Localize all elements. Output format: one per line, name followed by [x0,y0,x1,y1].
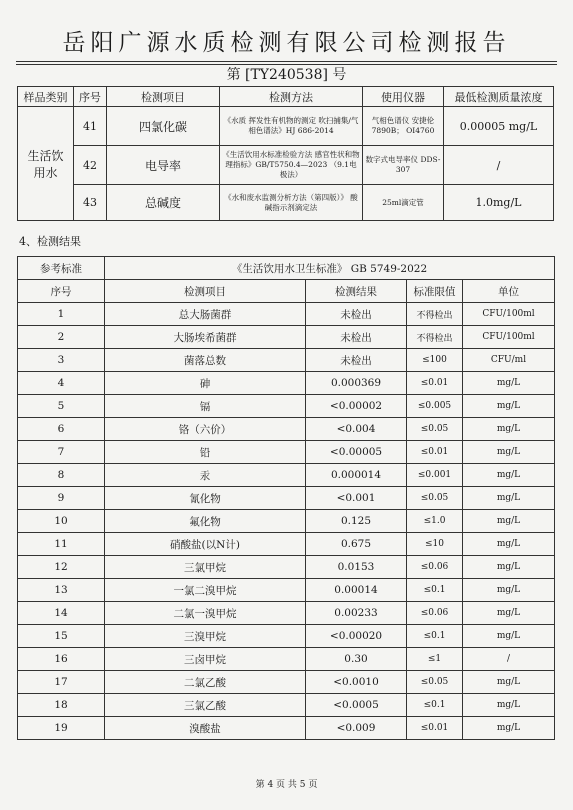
row-limit: ≤10 [407,533,463,556]
row-limit: 不得检出 [407,326,463,349]
row-unit: mg/L [463,372,555,395]
row-no: 4 [18,372,105,395]
table-row [18,326,555,349]
row-instrument: 25ml滴定管 [363,185,444,221]
row-item: 二氯乙酸 [105,671,306,694]
reference-standard: 《生活饮用水卫生标准》 GB 5749-2022 [105,257,555,280]
header-instrument: 使用仪器 [363,87,444,107]
row-min-conc: 1.0mg/L [444,185,554,221]
header-item: 检测项目 [105,280,306,303]
row-limit: ≤0.05 [407,671,463,694]
row-no: 12 [18,556,105,579]
row-unit: mg/L [463,464,555,487]
row-item: 三卤甲烷 [105,648,306,671]
row-no: 42 [74,146,107,185]
row-no: 1 [18,303,105,326]
row-item: 三溴甲烷 [105,625,306,648]
row-no: 9 [18,487,105,510]
table-row [18,510,555,533]
row-limit: ≤0.05 [407,418,463,441]
row-item: 三氯乙酸 [105,694,306,717]
methods-row [18,107,554,146]
row-unit: mg/L [463,671,555,694]
row-unit: / [463,648,555,671]
row-item: 总碱度 [107,185,220,221]
row-item: 氟化物 [105,510,306,533]
table-row [18,556,555,579]
table-row [18,441,555,464]
row-limit: ≤0.001 [407,464,463,487]
table-row [18,648,555,671]
row-unit: CFU/100ml [463,326,555,349]
row-item: 硝酸盐(以N计) [105,533,306,556]
table-row [18,395,555,418]
row-no: 13 [18,579,105,602]
row-limit: 不得检出 [407,303,463,326]
row-limit: ≤0.1 [407,579,463,602]
row-limit: ≤1.0 [407,510,463,533]
row-result: <0.00020 [306,625,407,648]
row-limit: ≤0.01 [407,717,463,740]
row-limit: ≤0.06 [407,602,463,625]
row-item: 三氯甲烷 [105,556,306,579]
row-result: <0.0005 [306,694,407,717]
row-result: <0.0010 [306,671,407,694]
row-min-conc: / [444,146,554,185]
table-row [18,602,555,625]
row-result: 0.0153 [306,556,407,579]
row-unit: mg/L [463,510,555,533]
row-limit: ≤0.06 [407,556,463,579]
report-title: 岳阳广源水质检测有限公司检测报告 [62,30,511,56]
row-unit: mg/L [463,694,555,717]
row-method: 《水质 挥发性有机物的测定 吹扫捕集/气相色谱法》HJ 686-2014 [220,107,363,146]
row-min-conc: 0.00005 mg/L [444,107,554,146]
table-row [18,418,555,441]
row-instrument: 气相色谱仪 安捷伦7890B； OI4760 [363,107,444,146]
table-row [18,694,555,717]
row-result: 未检出 [306,326,407,349]
row-limit: ≤0.1 [407,625,463,648]
row-unit: mg/L [463,487,555,510]
row-result: <0.009 [306,717,407,740]
row-item: 砷 [105,372,306,395]
row-item: 二氯一溴甲烷 [105,602,306,625]
methods-row [18,185,554,221]
title-divider [16,61,557,62]
row-limit: ≤0.05 [407,487,463,510]
row-item: 镉 [105,395,306,418]
row-result: <0.00005 [306,441,407,464]
row-result: 0.675 [306,533,407,556]
row-unit: mg/L [463,579,555,602]
row-limit: ≤0.005 [407,395,463,418]
row-result: 0.00014 [306,579,407,602]
row-no: 2 [18,326,105,349]
header-unit: 单位 [463,280,555,303]
row-no: 3 [18,349,105,372]
row-item: 四氯化碳 [107,107,220,146]
row-limit: ≤0.01 [407,441,463,464]
row-item: 大肠埃希菌群 [105,326,306,349]
results-table [17,256,555,740]
section-title: 4、检测结果 [19,235,81,248]
row-unit: mg/L [463,533,555,556]
reference-label: 参考标准 [18,257,105,280]
header-min-conc: 最低检测质量浓度 [444,87,554,107]
methods-table [17,86,554,221]
row-method: 《水和废水监测分析方法（第四版）》 酸碱指示剂滴定法 [220,185,363,221]
header-no: 序号 [74,87,107,107]
row-no: 43 [74,185,107,221]
row-no: 17 [18,671,105,694]
row-result: 未检出 [306,349,407,372]
methods-row [18,146,554,185]
row-no: 5 [18,395,105,418]
results-header-row [18,280,555,303]
row-result: 0.000369 [306,372,407,395]
table-row [18,464,555,487]
row-unit: mg/L [463,602,555,625]
row-no: 6 [18,418,105,441]
header-method: 检测方法 [220,87,363,107]
row-no: 7 [18,441,105,464]
row-no: 15 [18,625,105,648]
row-no: 41 [74,107,107,146]
header-no: 序号 [18,280,105,303]
table-row [18,372,555,395]
row-item: 汞 [105,464,306,487]
row-unit: mg/L [463,418,555,441]
table-row [18,349,555,372]
sample-category-cell: 生活饮用水 [18,107,74,221]
row-limit: ≤1 [407,648,463,671]
row-no: 14 [18,602,105,625]
row-unit: mg/L [463,556,555,579]
row-item: 一氯二溴甲烷 [105,579,306,602]
page-footer: 第 4 页 共 5 页 [255,780,318,790]
row-no: 11 [18,533,105,556]
row-result: 0.00233 [306,602,407,625]
row-no: 19 [18,717,105,740]
row-unit: mg/L [463,625,555,648]
table-row [18,533,555,556]
row-unit: mg/L [463,395,555,418]
table-row [18,487,555,510]
header-sample-category: 样品类别 [18,87,74,107]
header-limit: 标准限值 [407,280,463,303]
row-limit: ≤0.1 [407,694,463,717]
row-item: 铬（六价） [105,418,306,441]
row-item: 溴酸盐 [105,717,306,740]
row-result: 未检出 [306,303,407,326]
row-method: 《生活饮用水标准检验方法 感官性状和物理指标》GB/T5750.4—2023 （9.1电极法） [220,146,363,185]
row-instrument: 数字式电导率仪 DDS-307 [363,146,444,185]
row-unit: CFU/100ml [463,303,555,326]
row-limit: ≤100 [407,349,463,372]
table-row [18,579,555,602]
row-result: 0.125 [306,510,407,533]
reference-row [18,257,555,280]
methods-header-row [18,87,554,107]
row-no: 8 [18,464,105,487]
row-unit: mg/L [463,717,555,740]
header-result: 检测结果 [306,280,407,303]
row-item: 氰化物 [105,487,306,510]
row-result: <0.00002 [306,395,407,418]
row-item: 电导率 [107,146,220,185]
table-row [18,625,555,648]
row-result: <0.004 [306,418,407,441]
row-no: 16 [18,648,105,671]
row-item: 铅 [105,441,306,464]
row-no: 18 [18,694,105,717]
table-row [18,671,555,694]
row-item: 菌落总数 [105,349,306,372]
row-unit: CFU/ml [463,349,555,372]
row-result: <0.001 [306,487,407,510]
table-row [18,717,555,740]
table-row [18,303,555,326]
row-limit: ≤0.01 [407,372,463,395]
row-item: 总大肠菌群 [105,303,306,326]
report-number: 第 [TY240538] 号 [226,67,347,83]
row-result: 0.000014 [306,464,407,487]
row-unit: mg/L [463,441,555,464]
header-item: 检测项目 [107,87,220,107]
row-result: 0.30 [306,648,407,671]
row-no: 10 [18,510,105,533]
